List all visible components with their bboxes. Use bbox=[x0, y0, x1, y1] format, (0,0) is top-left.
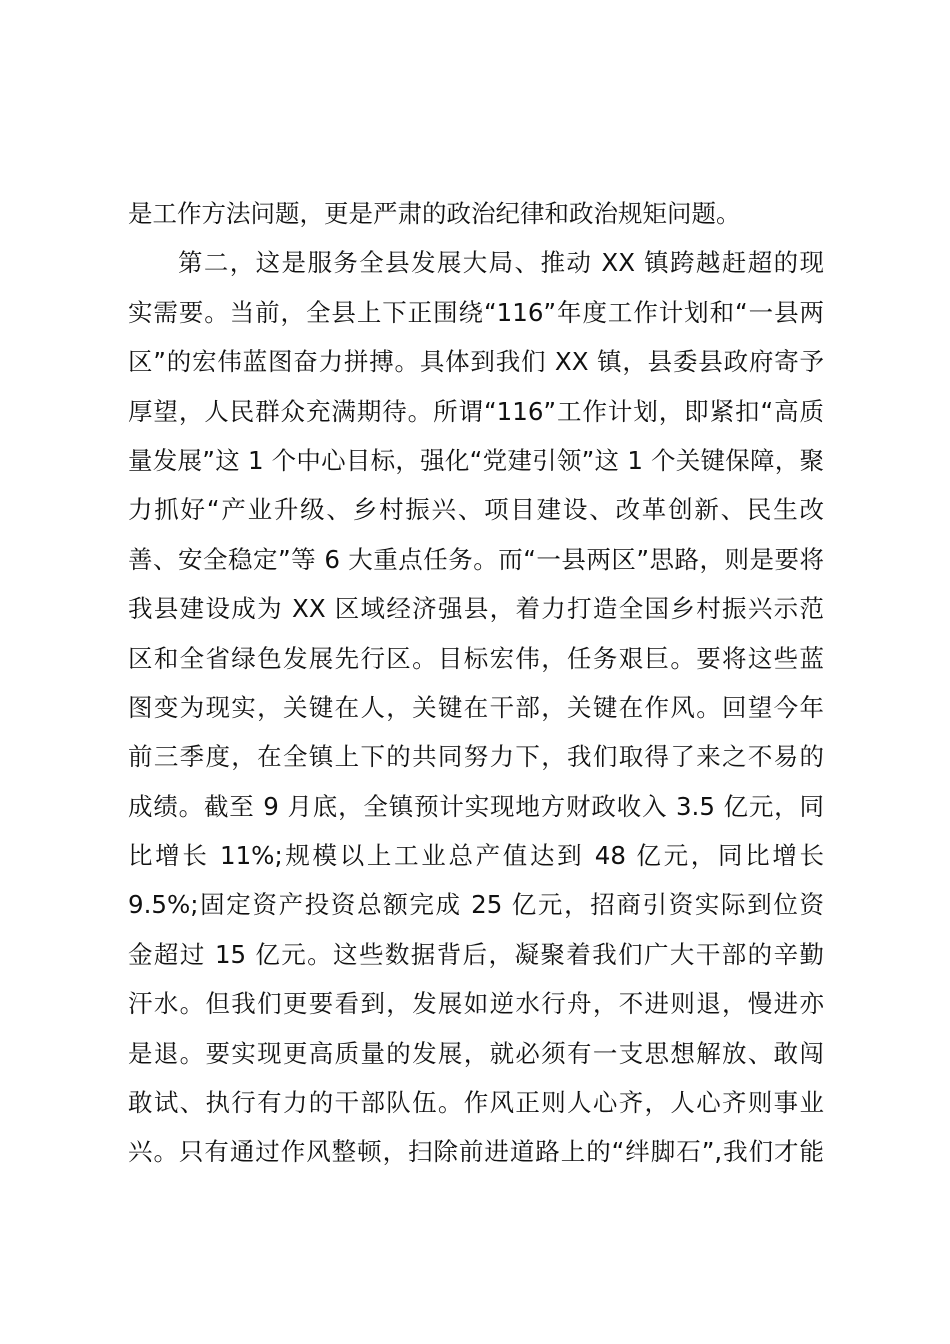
text-line-14: 比增长 11%;规模以上工业总产值达到 48 亿元，同比增长 bbox=[128, 841, 824, 871]
text-line-3: 实需要。当前，全县上下正围绕“116”年度工作计划和“一县两 bbox=[128, 297, 824, 327]
text-line-6: 量发展”这 1 个中心目标，强化“党建引领”这 1 个关键保障，聚 bbox=[128, 445, 824, 475]
text-line-19: 敢试、执行有力的干部队伍。作风正则人心齐，人心齐则事业 bbox=[128, 1088, 824, 1118]
text-line-9: 我县建设成为 XX 区域经济强县，着力打造全国乡村振兴示范 bbox=[128, 594, 824, 624]
text-line-2: 第二，这是服务全县发展大局、推动 XX 镇跨越赶超的现 bbox=[178, 248, 824, 278]
text-line-15: 9.5%;固定资产投资总额完成 25 亿元，招商引资实际到位资 bbox=[128, 890, 824, 920]
text-line-7: 力抓好“产业升级、乡村振兴、项目建设、改革创新、民生改 bbox=[128, 495, 824, 525]
text-line-16: 金超过 15 亿元。这些数据背后，凝聚着我们广大干部的辛勤 bbox=[128, 939, 824, 969]
text-line-12: 前三季度，在全镇上下的共同努力下，我们取得了来之不易的 bbox=[128, 742, 824, 772]
text-line-8: 善、安全稳定”等 6 大重点任务。而“一县两区”思路，则是要将 bbox=[128, 544, 824, 574]
text-line-13: 成绩。截至 9 月底，全镇预计实现地方财政收入 3.5 亿元，同 bbox=[128, 791, 824, 821]
body-text bbox=[128, 189, 824, 1177]
text-line-1: 是工作方法问题，更是严肃的政治纪律和政治规矩问题。 bbox=[128, 199, 741, 228]
text-line-17: 汗水。但我们更要看到，发展如逆水行舟，不进则退，慢进亦 bbox=[128, 989, 824, 1019]
text-line-4: 区”的宏伟蓝图奋力拼搏。具体到我们 XX 镇，县委县政府寄予 bbox=[128, 347, 824, 377]
text-line-18: 是退。要实现更高质量的发展，就必须有一支思想解放、敢闯 bbox=[128, 1038, 824, 1068]
text-line-5: 厚望，人民群众充满期待。所谓“116”工作计划，即紧扣“高质 bbox=[128, 396, 824, 426]
text-line-11: 图变为现实，关键在人，关键在干部，关键在作风。回望今年 bbox=[128, 692, 824, 722]
text-line-10: 区和全省绿色发展先行区。目标宏伟，任务艰巨。要将这些蓝 bbox=[128, 643, 824, 673]
text-line-20: 兴。只有通过作风整顿，扫除前进道路上的“绊脚石”,我们才能 bbox=[128, 1137, 824, 1167]
